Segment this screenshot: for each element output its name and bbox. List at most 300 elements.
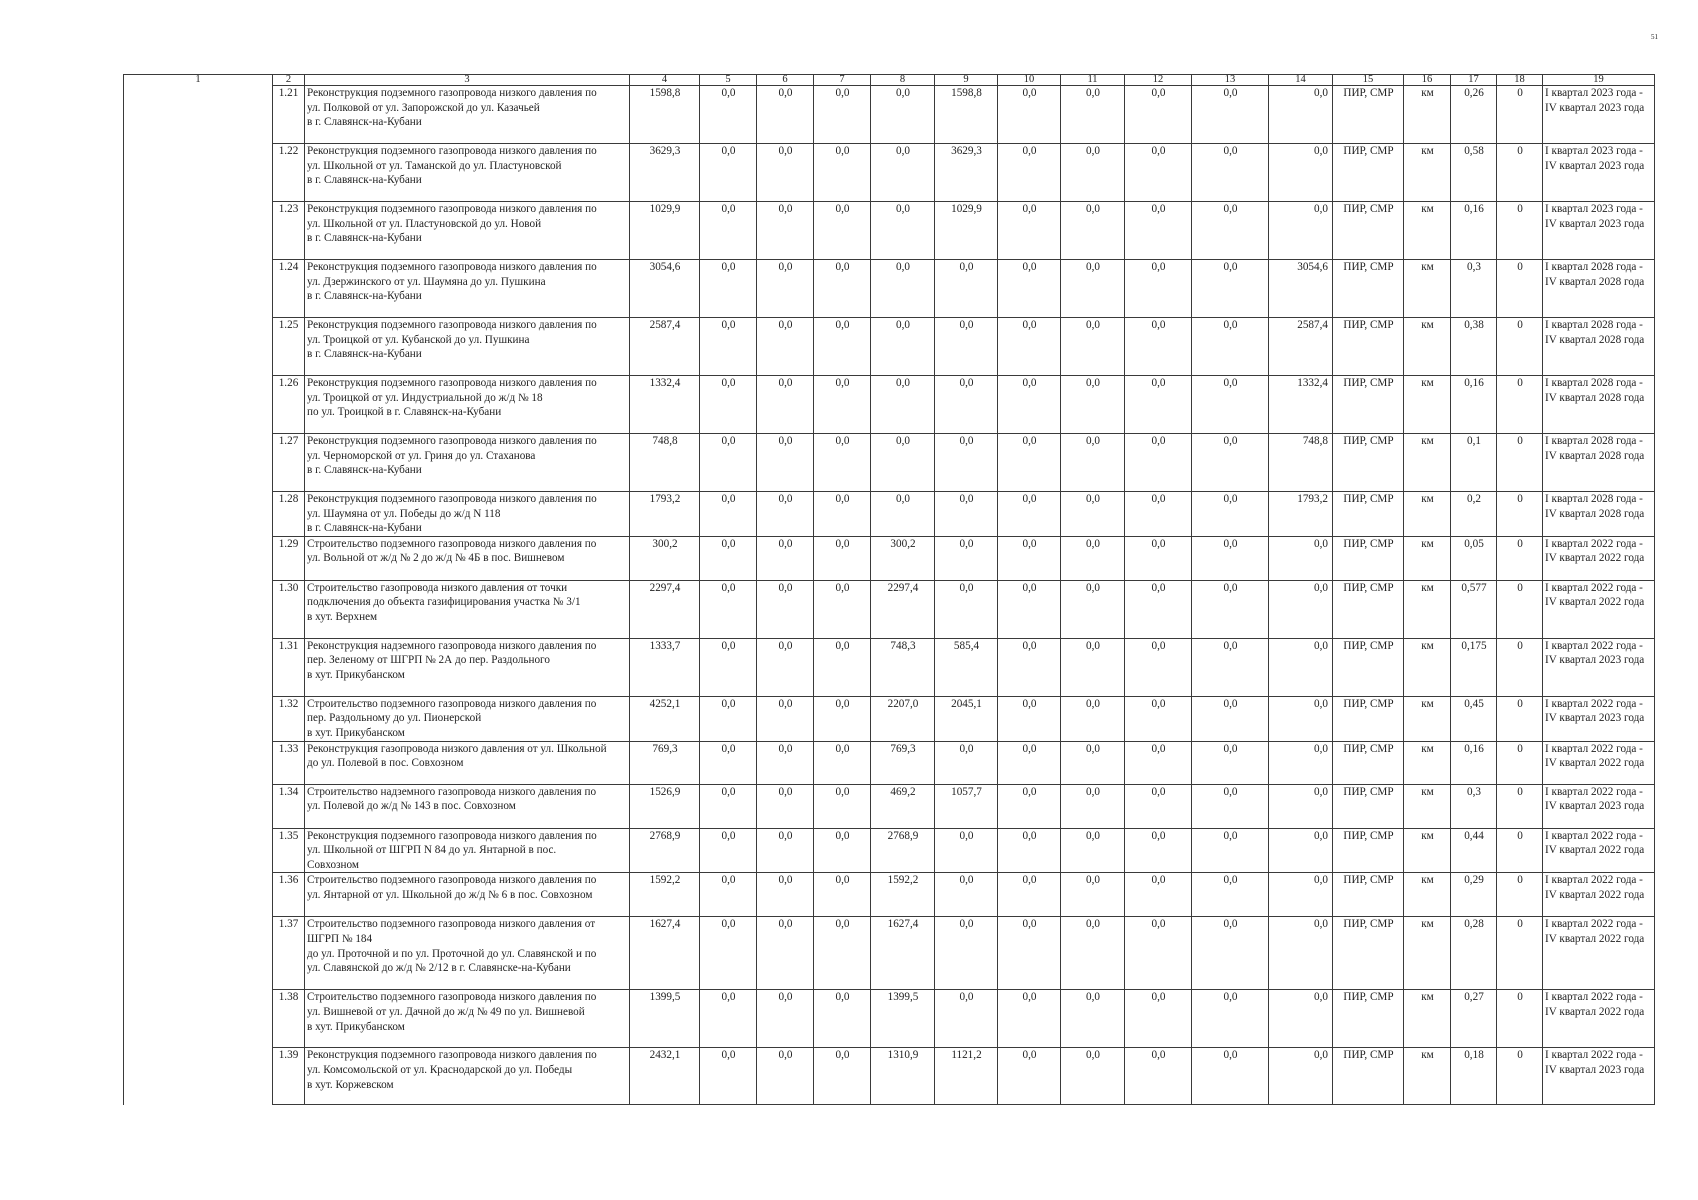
cell-c14: 0,0 [1269, 741, 1333, 784]
description-line: Реконструкция подземного газопровода низкого давления по [307, 435, 597, 447]
cell-c10: 0,0 [998, 580, 1061, 638]
period-line: IV квартал 2028 года [1545, 333, 1645, 346]
cell-c10: 0,0 [998, 492, 1061, 537]
description-line: в г. Славянск-на-Кубани [307, 290, 422, 303]
description-line: в г. Славянск-на-Кубани [307, 116, 422, 129]
cell-c17: 0,26 [1451, 86, 1497, 144]
cell-c8: 2207,0 [871, 696, 935, 741]
period-line: IV квартал 2023 года [1545, 712, 1645, 725]
cell-c5: 0,0 [700, 376, 757, 434]
item-number: 1.38 [273, 990, 305, 1048]
cell-c16: км [1404, 492, 1451, 537]
cell-c11: 0,0 [1061, 86, 1125, 144]
description-line: ул. Дзержинского от ул. Шаумяна до ул. Пушкина [307, 275, 546, 288]
period-line: I квартал 2022 года - [1545, 697, 1643, 710]
cell-c15: ПИР, СМР [1333, 784, 1404, 828]
column-number-16: 16 [1404, 75, 1451, 86]
table-row [124, 202, 1655, 260]
period-line: IV квартал 2023 года [1545, 800, 1645, 813]
description-line: Реконструкция газопровода низкого давления от ул. Школьной [307, 742, 607, 755]
table-row [124, 784, 1655, 828]
cell-c13: 0,0 [1192, 492, 1269, 537]
cell-c9: 0,0 [935, 990, 998, 1048]
cell-c9: 0,0 [935, 536, 998, 580]
cell-c8: 2297,4 [871, 580, 935, 638]
cell-c16: км [1404, 434, 1451, 492]
cell-c13: 0,0 [1192, 873, 1269, 917]
table-row [124, 492, 1655, 537]
cell-c17: 0,1 [1451, 434, 1497, 492]
group-cell [124, 917, 273, 990]
cell-c7: 0,0 [814, 828, 871, 873]
cell-c13: 0,0 [1192, 144, 1269, 202]
description-line: ул. Вольной от ж/д № 2 до ж/д № 4Б в пос. Вишневом [307, 552, 565, 565]
group-cell [124, 741, 273, 784]
object-description [305, 784, 630, 828]
cell-c17: 0,16 [1451, 202, 1497, 260]
cell-c6: 0,0 [757, 917, 814, 990]
group-cell [124, 202, 273, 260]
cell-c16: км [1404, 260, 1451, 318]
description-line: в хут. Прикубанском [307, 668, 405, 681]
item-number: 1.24 [273, 260, 305, 318]
cell-c4: 2768,9 [630, 828, 700, 873]
cell-c16: км [1404, 318, 1451, 376]
cell-c4: 1793,2 [630, 492, 700, 537]
object-description [305, 202, 630, 260]
object-description [305, 492, 630, 537]
group-cell [124, 696, 273, 741]
cell-c8: 0,0 [871, 86, 935, 144]
cell-c4: 1627,4 [630, 917, 700, 990]
cell-c16: км [1404, 638, 1451, 696]
description-line: Реконструкция подземного газопровода низкого давления по [307, 1049, 597, 1062]
cell-c6: 0,0 [757, 434, 814, 492]
cell-c15: ПИР, СМР [1333, 741, 1404, 784]
cell-c6: 0,0 [757, 1048, 814, 1105]
implementation-period [1543, 1048, 1655, 1105]
group-cell [124, 434, 273, 492]
cell-c4: 1526,9 [630, 784, 700, 828]
cell-c5: 0,0 [700, 917, 757, 990]
description-line: Реконструкция надземного газопровода низкого давления по [307, 639, 597, 652]
cell-c12: 0,0 [1125, 492, 1192, 537]
table-row [124, 260, 1655, 318]
cell-c4: 1029,9 [630, 202, 700, 260]
cell-c5: 0,0 [700, 492, 757, 537]
cell-c4: 3629,3 [630, 144, 700, 202]
cell-c17: 0,29 [1451, 873, 1497, 917]
column-number-19: 19 [1543, 75, 1655, 86]
cell-c14: 0,0 [1269, 990, 1333, 1048]
cell-c18: 0 [1497, 696, 1543, 741]
cell-c6: 0,0 [757, 492, 814, 537]
object-description [305, 1048, 630, 1105]
item-number: 1.32 [273, 696, 305, 741]
description-line: Реконструкция подземного газопровода низкого давления по [307, 319, 597, 331]
cell-c18: 0 [1497, 318, 1543, 376]
cell-c18: 0 [1497, 86, 1543, 144]
cell-c6: 0,0 [757, 376, 814, 434]
period-line: I квартал 2022 года - [1545, 639, 1643, 652]
cell-c18: 0 [1497, 260, 1543, 318]
cell-c4: 748,8 [630, 434, 700, 492]
cell-c12: 0,0 [1125, 828, 1192, 873]
table-row [124, 873, 1655, 917]
group-cell [124, 580, 273, 638]
cell-c13: 0,0 [1192, 318, 1269, 376]
cell-c7: 0,0 [814, 580, 871, 638]
cell-c5: 0,0 [700, 873, 757, 917]
cell-c14: 0,0 [1269, 828, 1333, 873]
description-line: пер. Зеленому от ШГРП № 2А до пер. Раздольного [307, 654, 550, 667]
column-number-14: 14 [1269, 75, 1333, 86]
period-line: IV квартал 2023 года [1545, 654, 1645, 667]
cell-c5: 0,0 [700, 1048, 757, 1105]
item-number: 1.26 [273, 376, 305, 434]
description-line: Строительство надземного газопровода низкого давления по [307, 785, 597, 798]
description-line: в г. Славянск-на-Кубани [307, 174, 422, 187]
table-row [124, 580, 1655, 638]
period-line: I квартал 2023 года - [1545, 203, 1643, 215]
cell-c11: 0,0 [1061, 741, 1125, 784]
cell-c14: 0,0 [1269, 580, 1333, 638]
cell-c17: 0,44 [1451, 828, 1497, 873]
cell-c17: 0,2 [1451, 492, 1497, 537]
cell-c7: 0,0 [814, 917, 871, 990]
description-line: ул. Полевой до ж/д № 143 в пос. Совхозном [307, 800, 516, 813]
description-line: Реконструкция подземного газопровода низкого давления по [307, 87, 597, 99]
cell-c9: 0,0 [935, 917, 998, 990]
implementation-period [1543, 536, 1655, 580]
object-description [305, 990, 630, 1048]
cell-c12: 0,0 [1125, 144, 1192, 202]
cell-c12: 0,0 [1125, 784, 1192, 828]
cell-c6: 0,0 [757, 990, 814, 1048]
cell-c14: 0,0 [1269, 784, 1333, 828]
period-line: I квартал 2023 года - [1545, 145, 1643, 157]
cell-c11: 0,0 [1061, 784, 1125, 828]
cell-c15: ПИР, СМР [1333, 990, 1404, 1048]
cell-c11: 0,0 [1061, 144, 1125, 202]
cell-c10: 0,0 [998, 376, 1061, 434]
cell-c11: 0,0 [1061, 536, 1125, 580]
period-line: I квартал 2022 года - [1545, 537, 1643, 550]
cell-c7: 0,0 [814, 741, 871, 784]
cell-c18: 0 [1497, 990, 1543, 1048]
item-number: 1.27 [273, 434, 305, 492]
cell-c10: 0,0 [998, 434, 1061, 492]
description-line: Строительство подземного газопровода низкого давления по [307, 991, 597, 1004]
cell-c5: 0,0 [700, 741, 757, 784]
cell-c15: ПИР, СМР [1333, 1048, 1404, 1105]
cell-c11: 0,0 [1061, 492, 1125, 537]
cell-c14: 0,0 [1269, 202, 1333, 260]
cell-c6: 0,0 [757, 784, 814, 828]
item-number: 1.25 [273, 318, 305, 376]
cell-c8: 0,0 [871, 260, 935, 318]
cell-c5: 0,0 [700, 696, 757, 741]
cell-c5: 0,0 [700, 144, 757, 202]
implementation-period [1543, 492, 1655, 537]
cell-c16: км [1404, 828, 1451, 873]
cell-c18: 0 [1497, 828, 1543, 873]
item-number: 1.35 [273, 828, 305, 873]
object-description [305, 828, 630, 873]
object-description [305, 376, 630, 434]
description-line: Реконструкция подземного газопровода низкого давления по [307, 203, 597, 215]
cell-c12: 0,0 [1125, 580, 1192, 638]
cell-c11: 0,0 [1061, 202, 1125, 260]
cell-c10: 0,0 [998, 144, 1061, 202]
cell-c15: ПИР, СМР [1333, 638, 1404, 696]
period-line: I квартал 2022 года - [1545, 991, 1643, 1004]
table-row [124, 434, 1655, 492]
cell-c12: 0,0 [1125, 376, 1192, 434]
cell-c18: 0 [1497, 376, 1543, 434]
description-line: Реконструкция подземного газопровода низкого давления по [307, 829, 597, 842]
object-description [305, 536, 630, 580]
cell-c5: 0,0 [700, 86, 757, 144]
period-line: IV квартал 2023 года [1545, 101, 1645, 114]
cell-c11: 0,0 [1061, 260, 1125, 318]
description-line: Совхозном [307, 858, 359, 871]
cell-c8: 469,2 [871, 784, 935, 828]
group-cell [124, 784, 273, 828]
description-line: Реконструкция подземного газопровода низкого давления по [307, 145, 597, 157]
cell-c7: 0,0 [814, 492, 871, 537]
cell-c8: 0,0 [871, 318, 935, 376]
cell-c6: 0,0 [757, 144, 814, 202]
cell-c12: 0,0 [1125, 86, 1192, 144]
cell-c7: 0,0 [814, 696, 871, 741]
cell-c14: 0,0 [1269, 696, 1333, 741]
cell-c8: 0,0 [871, 434, 935, 492]
cell-c4: 1598,8 [630, 86, 700, 144]
cell-c18: 0 [1497, 784, 1543, 828]
description-line: Строительство подземного газопровода низкого давления по [307, 537, 597, 550]
cell-c16: км [1404, 86, 1451, 144]
table-row [124, 376, 1655, 434]
cell-c9: 2045,1 [935, 696, 998, 741]
cell-c7: 0,0 [814, 990, 871, 1048]
period-line: IV квартал 2022 года [1545, 596, 1645, 609]
cell-c4: 1592,2 [630, 873, 700, 917]
object-description [305, 86, 630, 144]
cell-c6: 0,0 [757, 828, 814, 873]
cell-c6: 0,0 [757, 86, 814, 144]
column-number-10: 10 [998, 75, 1061, 86]
cell-c10: 0,0 [998, 536, 1061, 580]
cell-c12: 0,0 [1125, 990, 1192, 1048]
description-line: ул. Троицкой от ул. Кубанской до ул. Пушкина [307, 333, 530, 346]
description-line: Строительство подземного газопровода низкого давления по [307, 874, 597, 887]
table-row [124, 144, 1655, 202]
cell-c13: 0,0 [1192, 990, 1269, 1048]
group-cell [124, 873, 273, 917]
period-line: I квартал 2028 года - [1545, 261, 1643, 273]
table-row [124, 696, 1655, 741]
cell-c11: 0,0 [1061, 696, 1125, 741]
cell-c16: км [1404, 376, 1451, 434]
cell-c4: 2432,1 [630, 1048, 700, 1105]
cell-c11: 0,0 [1061, 990, 1125, 1048]
cell-c17: 0,16 [1451, 741, 1497, 784]
cell-c13: 0,0 [1192, 917, 1269, 990]
column-number-8: 8 [871, 75, 935, 86]
item-number: 1.30 [273, 580, 305, 638]
description-line: ул. Черноморской от ул. Гриня до ул. Стаханова [307, 449, 536, 462]
period-line: I квартал 2028 года - [1545, 493, 1643, 505]
cell-c5: 0,0 [700, 990, 757, 1048]
period-line: I квартал 2022 года - [1545, 1049, 1643, 1062]
cell-c13: 0,0 [1192, 828, 1269, 873]
cell-c16: км [1404, 873, 1451, 917]
cell-c15: ПИР, СМР [1333, 376, 1404, 434]
cell-c7: 0,0 [814, 873, 871, 917]
cell-c6: 0,0 [757, 580, 814, 638]
cell-c15: ПИР, СМР [1333, 828, 1404, 873]
cell-c7: 0,0 [814, 784, 871, 828]
cell-c4: 2297,4 [630, 580, 700, 638]
cell-c7: 0,0 [814, 1048, 871, 1105]
column-number-17: 17 [1451, 75, 1497, 86]
group-cell [124, 86, 273, 144]
cell-c14: 1332,4 [1269, 376, 1333, 434]
cell-c13: 0,0 [1192, 638, 1269, 696]
cell-c10: 0,0 [998, 202, 1061, 260]
column-number-4: 4 [630, 75, 700, 86]
period-line: I квартал 2022 года - [1545, 581, 1643, 594]
cell-c13: 0,0 [1192, 260, 1269, 318]
cell-c5: 0,0 [700, 638, 757, 696]
cell-c11: 0,0 [1061, 917, 1125, 990]
cell-c10: 0,0 [998, 318, 1061, 376]
group-cell [124, 318, 273, 376]
period-line: IV квартал 2023 года [1545, 217, 1645, 230]
cell-c15: ПИР, СМР [1333, 318, 1404, 376]
description-line: Строительство подземного газопровода низкого давления от [307, 918, 596, 931]
cell-c9: 1121,2 [935, 1048, 998, 1105]
cell-c13: 0,0 [1192, 434, 1269, 492]
period-line: I квартал 2022 года - [1545, 829, 1643, 842]
cell-c11: 0,0 [1061, 1048, 1125, 1105]
cell-c16: км [1404, 536, 1451, 580]
cell-c11: 0,0 [1061, 376, 1125, 434]
period-line: IV квартал 2022 года [1545, 552, 1645, 565]
column-number-9: 9 [935, 75, 998, 86]
cell-c15: ПИР, СМР [1333, 144, 1404, 202]
description-line: в г. Славянск-на-Кубани [307, 348, 422, 361]
implementation-period [1543, 990, 1655, 1048]
table-row [124, 917, 1655, 990]
description-line: ул. Троицкой от ул. Индустриальной до ж/д № 18 [307, 391, 543, 404]
period-line: IV квартал 2023 года [1545, 1063, 1645, 1076]
cell-c18: 0 [1497, 202, 1543, 260]
description-line: ШГРП № 184 [307, 932, 373, 945]
period-line: I квартал 2022 года - [1545, 785, 1643, 798]
cell-c7: 0,0 [814, 536, 871, 580]
cell-c5: 0,0 [700, 202, 757, 260]
cell-c11: 0,0 [1061, 828, 1125, 873]
cell-c11: 0,0 [1061, 873, 1125, 917]
group-cell [124, 260, 273, 318]
period-line: IV квартал 2022 года [1545, 1005, 1645, 1018]
column-number-row [124, 75, 1655, 86]
cell-c8: 2768,9 [871, 828, 935, 873]
table-row [124, 536, 1655, 580]
cell-c16: км [1404, 1048, 1451, 1105]
cell-c12: 0,0 [1125, 696, 1192, 741]
description-line: Строительство подземного газопровода низкого давления по [307, 697, 597, 710]
cell-c15: ПИР, СМР [1333, 434, 1404, 492]
cell-c4: 1333,7 [630, 638, 700, 696]
item-number: 1.23 [273, 202, 305, 260]
description-line: в хут. Коржевском [307, 1078, 394, 1091]
table-row [124, 318, 1655, 376]
cell-c18: 0 [1497, 638, 1543, 696]
cell-c9: 3629,3 [935, 144, 998, 202]
cell-c13: 0,0 [1192, 784, 1269, 828]
cell-c17: 0,45 [1451, 696, 1497, 741]
implementation-period [1543, 638, 1655, 696]
period-line: IV квартал 2028 года [1545, 449, 1645, 462]
cell-c6: 0,0 [757, 260, 814, 318]
description-line: до ул. Проточной и по ул. Проточной до ул. Славянской и по [307, 947, 597, 960]
cell-c14: 748,8 [1269, 434, 1333, 492]
cell-c10: 0,0 [998, 696, 1061, 741]
cell-c8: 0,0 [871, 144, 935, 202]
cell-c12: 0,0 [1125, 873, 1192, 917]
cell-c18: 0 [1497, 536, 1543, 580]
description-line: в г. Славянск-на-Кубани [307, 522, 422, 535]
cell-c15: ПИР, СМР [1333, 202, 1404, 260]
cell-c6: 0,0 [757, 638, 814, 696]
description-line: ул. Янтарной от ул. Школьной до ж/д № 6 в пос. Совхозном [307, 888, 593, 901]
cell-c12: 0,0 [1125, 741, 1192, 784]
cell-c8: 300,2 [871, 536, 935, 580]
cell-c18: 0 [1497, 580, 1543, 638]
cell-c5: 0,0 [700, 536, 757, 580]
table-row [124, 1048, 1655, 1105]
cell-c15: ПИР, СМР [1333, 696, 1404, 741]
period-line: I квартал 2028 года - [1545, 435, 1643, 447]
cell-c9: 0,0 [935, 260, 998, 318]
cell-c16: км [1404, 580, 1451, 638]
cell-c17: 0,577 [1451, 580, 1497, 638]
column-number-2: 2 [273, 75, 305, 86]
cell-c11: 0,0 [1061, 638, 1125, 696]
cell-c8: 1627,4 [871, 917, 935, 990]
page-number: 51 [1651, 33, 1658, 41]
cell-c17: 0,27 [1451, 990, 1497, 1048]
cell-c9: 1029,9 [935, 202, 998, 260]
cell-c8: 0,0 [871, 202, 935, 260]
item-number: 1.21 [273, 86, 305, 144]
cell-c18: 0 [1497, 434, 1543, 492]
cell-c12: 0,0 [1125, 1048, 1192, 1105]
item-number: 1.29 [273, 536, 305, 580]
cell-c10: 0,0 [998, 638, 1061, 696]
description-line: ул. Школьной от ШГРП N 84 до ул. Янтарной в пос. [307, 844, 557, 857]
cell-c15: ПИР, СМР [1333, 873, 1404, 917]
cell-c10: 0,0 [998, 741, 1061, 784]
cell-c7: 0,0 [814, 144, 871, 202]
cell-c10: 0,0 [998, 828, 1061, 873]
cell-c14: 0,0 [1269, 1048, 1333, 1105]
cell-c14: 0,0 [1269, 638, 1333, 696]
cell-c11: 0,0 [1061, 434, 1125, 492]
